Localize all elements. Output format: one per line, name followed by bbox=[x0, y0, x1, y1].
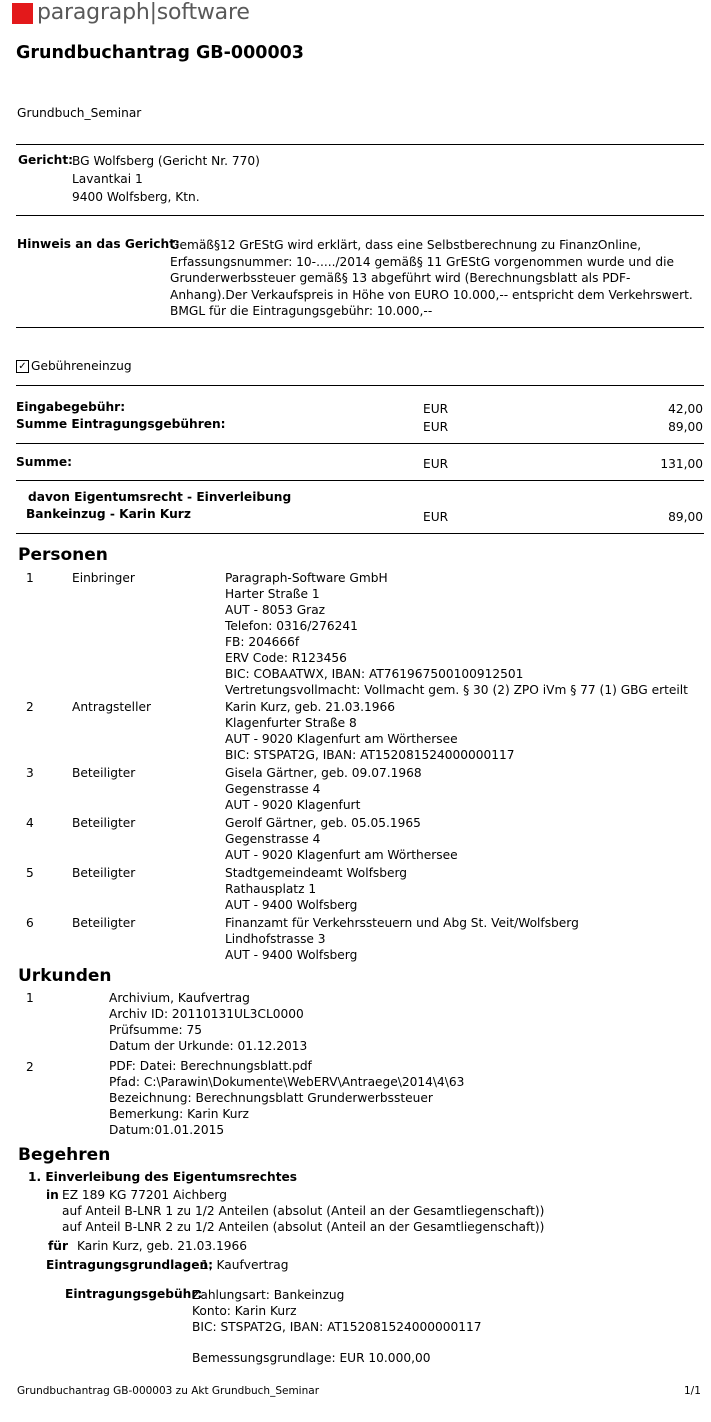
summe-label: Summe: bbox=[16, 455, 72, 469]
person-nr: 6 bbox=[26, 916, 34, 930]
person-details: Karin Kurz, geb. 21.03.1966 Klagenfurter Straße 8 AUT - 9020 Klagenfurt am Wörthersee BIC: STSPAT2G, IBAN: AT152081524000000117 bbox=[225, 700, 515, 762]
person-role: Beteiligter bbox=[72, 766, 136, 780]
gericht-label: Gericht: bbox=[18, 153, 74, 167]
personen-heading: Personen bbox=[18, 545, 108, 565]
begehren-heading: Begehren bbox=[18, 1145, 111, 1165]
person-nr: 4 bbox=[26, 816, 34, 830]
person-nr: 2 bbox=[26, 700, 34, 714]
davon-line-1: davon Eigentumsrecht - Einverleibung bbox=[28, 490, 292, 504]
page-number: 1/1 bbox=[684, 1385, 701, 1397]
person-role: Antragsteller bbox=[72, 700, 151, 714]
footer-left: Grundbuchantrag GB-000003 zu Akt Grundbuch_Seminar bbox=[17, 1385, 320, 1397]
akt-name: Grundbuch_Seminar bbox=[17, 106, 142, 120]
summe-currency: EUR bbox=[423, 457, 449, 471]
urkunde-nr: 1 bbox=[26, 991, 34, 1005]
begehren-in-label: in bbox=[46, 1188, 59, 1202]
eintragungsgrundlagen-value: 1, Kaufvertrag bbox=[201, 1258, 289, 1272]
eintragungsgrundlagen-label: Eintragungsgrundlagen: bbox=[46, 1258, 214, 1272]
person-role: Einbringer bbox=[72, 571, 135, 585]
divider bbox=[16, 480, 704, 481]
eintragungsgebuehren-label: Summe Eintragungsgebühren: bbox=[16, 417, 226, 431]
begehren-item-title: 1. Einverleibung des Eigentumsrechtes bbox=[28, 1170, 298, 1184]
bemessungsgrundlage: Bemessungsgrundlage: EUR 10.000,00 bbox=[192, 1351, 431, 1365]
person-details: Gisela Gärtner, geb. 09.07.1968 Gegenstrasse 4 AUT - 9020 Klagenfurt bbox=[225, 766, 422, 812]
begehren-fuer-label: für bbox=[48, 1239, 68, 1253]
person-role: Beteiligter bbox=[72, 916, 136, 930]
logo-mark-icon bbox=[12, 3, 33, 24]
divider bbox=[16, 443, 704, 444]
gericht-address: BG Wolfsberg (Gericht Nr. 770) Lavantkai 1 9400 Wolfsberg, Ktn. bbox=[72, 154, 260, 204]
hinweis-text: Gemäß§12 GrEStG wird erklärt, dass eine Selbstberechnung zu FinanzOnline, Erfassungsnummer: 10-...../2014 gemäß§ 11 GrEStG vorgenommen wurde und die Grunderwerbssteuer gemäß§ 13 abgeführt wird (Berechnungsblatt als PDF- Anhang).Der Verkaufspreis in Höhe von EURO 10.000,-- entspricht dem Verkehrswert. BMGL für die Eintragungsgebühr: 10.000,-- bbox=[170, 238, 693, 318]
urkunde-details: Archivium, Kaufvertrag Archiv ID: 20110131UL3CL0000 Prüfsumme: 75 Datum der Urkunde: 01.12.2013 bbox=[109, 991, 308, 1053]
divider bbox=[16, 327, 704, 328]
person-role: Beteiligter bbox=[72, 866, 136, 880]
summe-amount: 131,00 bbox=[660, 457, 703, 471]
eintragungsgebuehr-details: Zahlungsart: Bankeinzug Konto: Karin Kurz BIC: STSPAT2G, IBAN: AT152081524000000117 bbox=[192, 1288, 482, 1334]
urkunde-nr: 2 bbox=[26, 1060, 34, 1074]
person-nr: 3 bbox=[26, 766, 34, 780]
urkunden-heading: Urkunden bbox=[18, 966, 112, 986]
person-nr: 5 bbox=[26, 866, 34, 880]
begehren-anteil-1: auf Anteil B-LNR 1 zu 1/2 Anteilen (absolut (Anteil an der Gesamtliegenschaft)) bbox=[62, 1204, 545, 1218]
davon-amount: 89,00 bbox=[668, 510, 703, 524]
begehren-anteil-2: auf Anteil B-LNR 2 zu 1/2 Anteilen (absolut (Anteil an der Gesamtliegenschaft)) bbox=[62, 1220, 545, 1234]
logo-text: paragraph|software bbox=[37, 0, 250, 25]
person-details: Paragraph-Software GmbH Harter Straße 1 AUT - 8053 Graz Telefon: 0316/276241 FB: 204666f ERV Code: R123456 BIC: COBAATWX, IBAN: AT761967500100912501 Vertretungsvollmacht: Vollmacht gem. § 30 (2) ZPO iVm § 77 (1) GBG erteilt bbox=[225, 571, 688, 697]
eingabegebuehr-label: Eingabegebühr: bbox=[16, 400, 126, 414]
person-nr: 1 bbox=[26, 571, 34, 585]
eintragungsgebuehren-currency: EUR bbox=[423, 420, 449, 434]
divider bbox=[16, 533, 704, 534]
person-details: Finanzamt für Verkehrssteuern und Abg St. Veit/Wolfsberg Lindhofstrasse 3 AUT - 9400 Wolfsberg bbox=[225, 916, 579, 962]
eintragungsgebuehr-label: Eintragungsgebühr: bbox=[65, 1287, 203, 1301]
gebuehreneinzug-checkbox[interactable]: ✓ bbox=[16, 360, 29, 373]
divider bbox=[16, 144, 704, 145]
eintragungsgebuehren-amount: 89,00 bbox=[668, 420, 703, 434]
divider bbox=[16, 215, 704, 216]
person-details: Gerolf Gärtner, geb. 05.05.1965 Gegenstrasse 4 AUT - 9020 Klagenfurt am Wörthersee bbox=[225, 816, 458, 862]
begehren-in-value: EZ 189 KG 77201 Aichberg bbox=[62, 1188, 227, 1202]
page-title: Grundbuchantrag GB-000003 bbox=[16, 43, 304, 63]
begehren-fuer-value: Karin Kurz, geb. 21.03.1966 bbox=[77, 1239, 248, 1253]
eingabegebuehr-amount: 42,00 bbox=[668, 402, 703, 416]
divider bbox=[16, 385, 704, 386]
urkunde-details: PDF: Datei: Berechnungsblatt.pdf Pfad: C:\Parawin\Dokumente\WebERV\Antraege\2014\4\63 Bezeichnung: Berechnungsblatt Grunderwerbssteuer Bemerkung: Karin Kurz Datum:01.01.2015 bbox=[109, 1059, 465, 1137]
person-role: Beteiligter bbox=[72, 816, 136, 830]
hinweis-label: Hinweis an das Gericht: bbox=[17, 237, 180, 251]
gebuehreneinzug-label: Gebühreneinzug bbox=[31, 359, 132, 373]
davon-currency: EUR bbox=[423, 510, 449, 524]
person-details: Stadtgemeindeamt Wolfsberg Rathausplatz 1 AUT - 9400 Wolfsberg bbox=[225, 866, 408, 912]
davon-line-2: Bankeinzug - Karin Kurz bbox=[26, 507, 191, 521]
eingabegebuehr-currency: EUR bbox=[423, 402, 449, 416]
